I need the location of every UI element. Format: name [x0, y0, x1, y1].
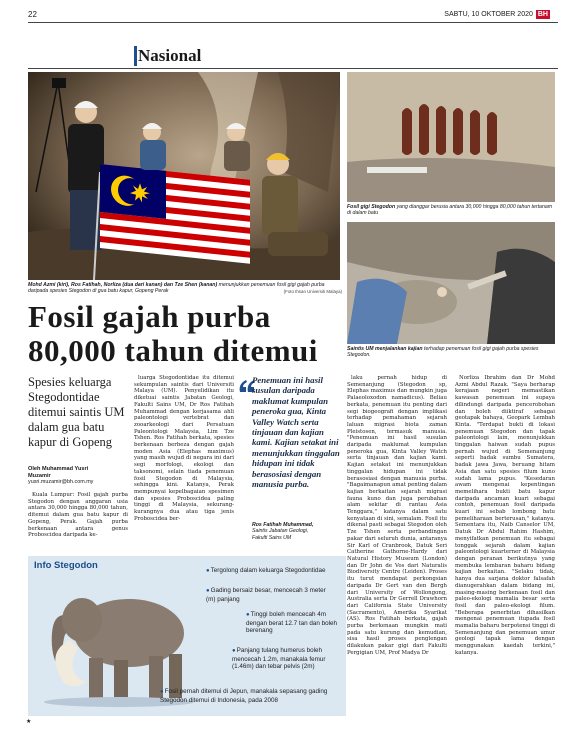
byline-email: yusri.muzamir@bh.com.my — [28, 479, 94, 486]
deck: Spesies keluarga Stegodontidae ditemui saintis UM dalam gua batu kapur di Gopeng — [28, 375, 125, 449]
header-rule — [28, 22, 558, 23]
quote-source-role-2: Fakulti Sains UM — [252, 534, 292, 541]
date-text: SABTU, 10 OKTOBER 2020 — [444, 11, 533, 18]
section-rule — [28, 68, 558, 69]
section-accent-bar — [134, 46, 137, 66]
info-title: Info Stegodon — [34, 560, 98, 571]
article-column-2 — [134, 375, 234, 553]
main-caption-names: Mohd Azmi (kiri), Ros Fatihah, Norliza (dua dari kanan) dan Tze Shen (kanan) — [28, 282, 218, 288]
column-4-text: Norliza Ibrahim dan Dr Mohd Azmi Abdul Razak. "Saya berharap kerajaan negeri memastikan kawasan penemuan ini supaya dilindungi daripada pencerobohan dan boleh diiktiraf sebagai geotapak bahaya, Geopark Lembah Kinta. "Terdapat bukti di lokasi penemuan Stegodon dan tapak paleontologi lain, menunjukkan tinggalan haiwan sudah pupus pernah wujud di Semenanjung seperti badak sumbu Sumatera, badak jawa Jawa, beruang hitam Asia dan satu spesies filum kuno sudah lama pupus. "Kesedaran awam mengenai kepentingan memelihara bukti batu kapur daripada ancaman kuari sebagai contoh, penemuan fosil daripada kuari ini sebab lombong batu pemeliharaan berterusan," katanya. Sementara itu, Naib Canselor UM, Datuk Dr Abdul Rahim Hashim, menyifatkan penemuan itu sebagai tonggak sejarah dalam kajian paleontologi kuarterner di Malaysia dengan peranan berikutnya yang membuka lembaran baharu bidang kajian berkaitan. "Selaku tidak, hanya dua sarjana doktor falsafah dianugerahkan dalam bidang ini, masing-masing berkenaan fosil dan paleo-ekologi mamalia besar serta fosil dan paleo-ekologi filum. "Beberapa penerbitan dihasilkan mengenai penemuan itupada fosil mamalia baharu berpotensi tinggi di Semenanjung dan penemuan umur geologi tapak lama dengan menggunakan kaedah terkini," katanya. — [455, 375, 555, 656]
newspaper-logo: BH — [537, 11, 548, 18]
dig-caption-bold: Saintis UM menjalankan kajian — [347, 346, 423, 352]
column-2-text: luarga Stegodontidae itu ditemui sekumpulan saintis dari Universiti Malaya (UM). Penyelidikan itu diketuai saintis Jabatan Geologi, Fakulti Sains UM, Dr Ros Fatihah Muhammad dengan kerjasama ahli paleontologi vertebrat dan zooarkeologi dari Persatuan Paleontologi Malaysia, Lim Tze Tshen. Ros Fatihah berkata, spesies berkenaan berbeza dengan gajah moden Asia (Elephas maximus) yang masih wujud di negara ini dari segi morfologi, ekologi dan taksonomi, selain tiada penemuan fosil Stegodon di Malaysia, sehingga kini. Katanya, Perak mempunyai kepelbagaian spesimen dan spesies Proboscidea paling tinggi di Malaysia, sekurang-kurangnya dua atau tiga jenis Proboscidea ber- — [134, 375, 234, 522]
article-column-1 — [28, 492, 128, 552]
byline-label: Oleh Muhammad Yusri — [28, 466, 89, 472]
column-1-text: Kuala Lumpur: Fosil gajah purba Stegodon dengan anggaran usia antara 30,000 hingga 80,000 tahun, ditemui dalam gua batu kapur di Gopeng, Perak. Gajah purba berkenaan antara genus Proboscidea daripada ke- — [28, 492, 128, 539]
column-3-text: laku pernah hidup di Semenanjung (Stegodon sp, Elephas maximus dan mungkin juga Palaeoloxodon namadicus). Beliau berkata, penemuan itu penting dari segi biogeografi dengan implikasi terhadap pemahaman sejarah laluan migrasi biota zaman Pleistosen, termasuk manusia. "Penemuan ini hasil susulan daripada maklumat kumpulan peneroka gua, Kinta Valley Watch serta tinjauan dan kajian kami. Kajian setakat ini menunjukkan tinggalan hidupan ini tidak berasosiasi dengan manusia purba. "Bagaimanapun amat penting dalam kajian berkaitan sejarah migrasi fauna kuno dan juga perubahan alam sekitar di rantau Asia Tenggara," katanya dalam satu kenyataan di sini, semalam. Fosil itu dikenal pasti sebagai Stegodon oleh Tze Tshen serta perbandingan pakar dari seluruh dunia, antaranya Sir Karl of Cranbrook, Datuk Seri Catherine Gathorne-Hardy dari Natural History Museum (London) dan Dr John de Vos dari Naturalis Biodiversity Centre (Leiden). Proses itu turut mendapat perkongsian daripada Dr Gert van den Bergh dari University of Wollongong, Australia serta Dr Gerrell Drawhorn dari California State University (Sacramento), Amerika Syarikat (AS). Ros Fatihah berkata, gajah purba berkenaan mungkin mati pada satu kurung dan kemudian, sisa hasil proses penglengan dilakukan pakar gigi dari Fakulti Pergigian UM, Prof Madya Dr — [347, 375, 447, 656]
tooth-photo — [347, 72, 555, 202]
pull-quote-source — [252, 522, 342, 541]
main-photo-credit: (Foto Ihsan Universiti Malaya) — [283, 289, 342, 294]
date-line — [444, 10, 550, 19]
byline-name: Muzamir — [28, 472, 51, 479]
quote-source-role-1: Saintis Jabatan Geologi, — [252, 528, 309, 535]
cave-scene-image — [28, 72, 340, 280]
headline — [28, 300, 318, 368]
info-bullet-3: ●Tinggi boleh mencecah 4m dengan berat 12.7 tan dan boleh berenang — [246, 611, 338, 635]
pull-quote: Penemuan ini hasil susulan daripada maklumat kumpulan peneroka gua, Kinta Valley Watch serta tinjauan dan kajian kami. Kajian setakat ini menunjukkan tinggalan hidupan ini tidak berasosiasi dengan manusia purba. — [252, 375, 340, 490]
researchers-dig-image — [347, 222, 555, 344]
page-number: 22 — [28, 10, 37, 19]
main-photo — [28, 72, 340, 280]
article-column-3 — [347, 375, 447, 715]
info-bullet-2: ●Gading bersaiz besar, mencecah 3 meter (m) panjang — [206, 587, 326, 603]
info-bullet-1: ●Tergolong dalam keluarga Stegodontidae — [206, 567, 326, 574]
tooth-photo-caption — [347, 204, 555, 217]
dig-photo — [347, 222, 555, 344]
tooth-caption-bold: Fosil gigi Stegodon — [347, 204, 396, 210]
main-caption-text: menunjukkan penemuan fosil gigi gajah purba daripada spesies Stegodon di gua batu kapur, Gopeng Perak — [28, 282, 325, 295]
quote-source-name: Ros Fatihah Muhammad, — [252, 522, 314, 528]
end-mark-icon: ★ — [26, 718, 32, 725]
dig-photo-caption — [347, 346, 555, 359]
section-title: Nasional — [138, 46, 202, 65]
dig-caption-text: terhadap penemuan fosil gigi gajah purba spesies Stegodon. — [347, 346, 539, 359]
byline — [28, 466, 128, 486]
info-bullet-4: ●Panjang tulang humerus boleh mencecah 1.2m, manakala femur (1.46m) dan tebar pelvis (2m) — [232, 647, 326, 671]
fossil-tooth-image — [347, 72, 555, 202]
info-bullet-5: ●Fosil pernah ditemui di Jepun, manakala sepasang gading Stegodon ditemui di Indonesia, pada 2008 — [160, 688, 328, 704]
article-column-4 — [455, 375, 555, 715]
headline-line-1: Fosil gajah purba — [28, 299, 271, 334]
headline-line-2: 80,000 tahun ditemui — [28, 333, 318, 368]
tooth-caption-text: yang dianggar berusia antara 30,000 hingga 80,000 tahun tertanam di dalam batu — [347, 204, 553, 217]
